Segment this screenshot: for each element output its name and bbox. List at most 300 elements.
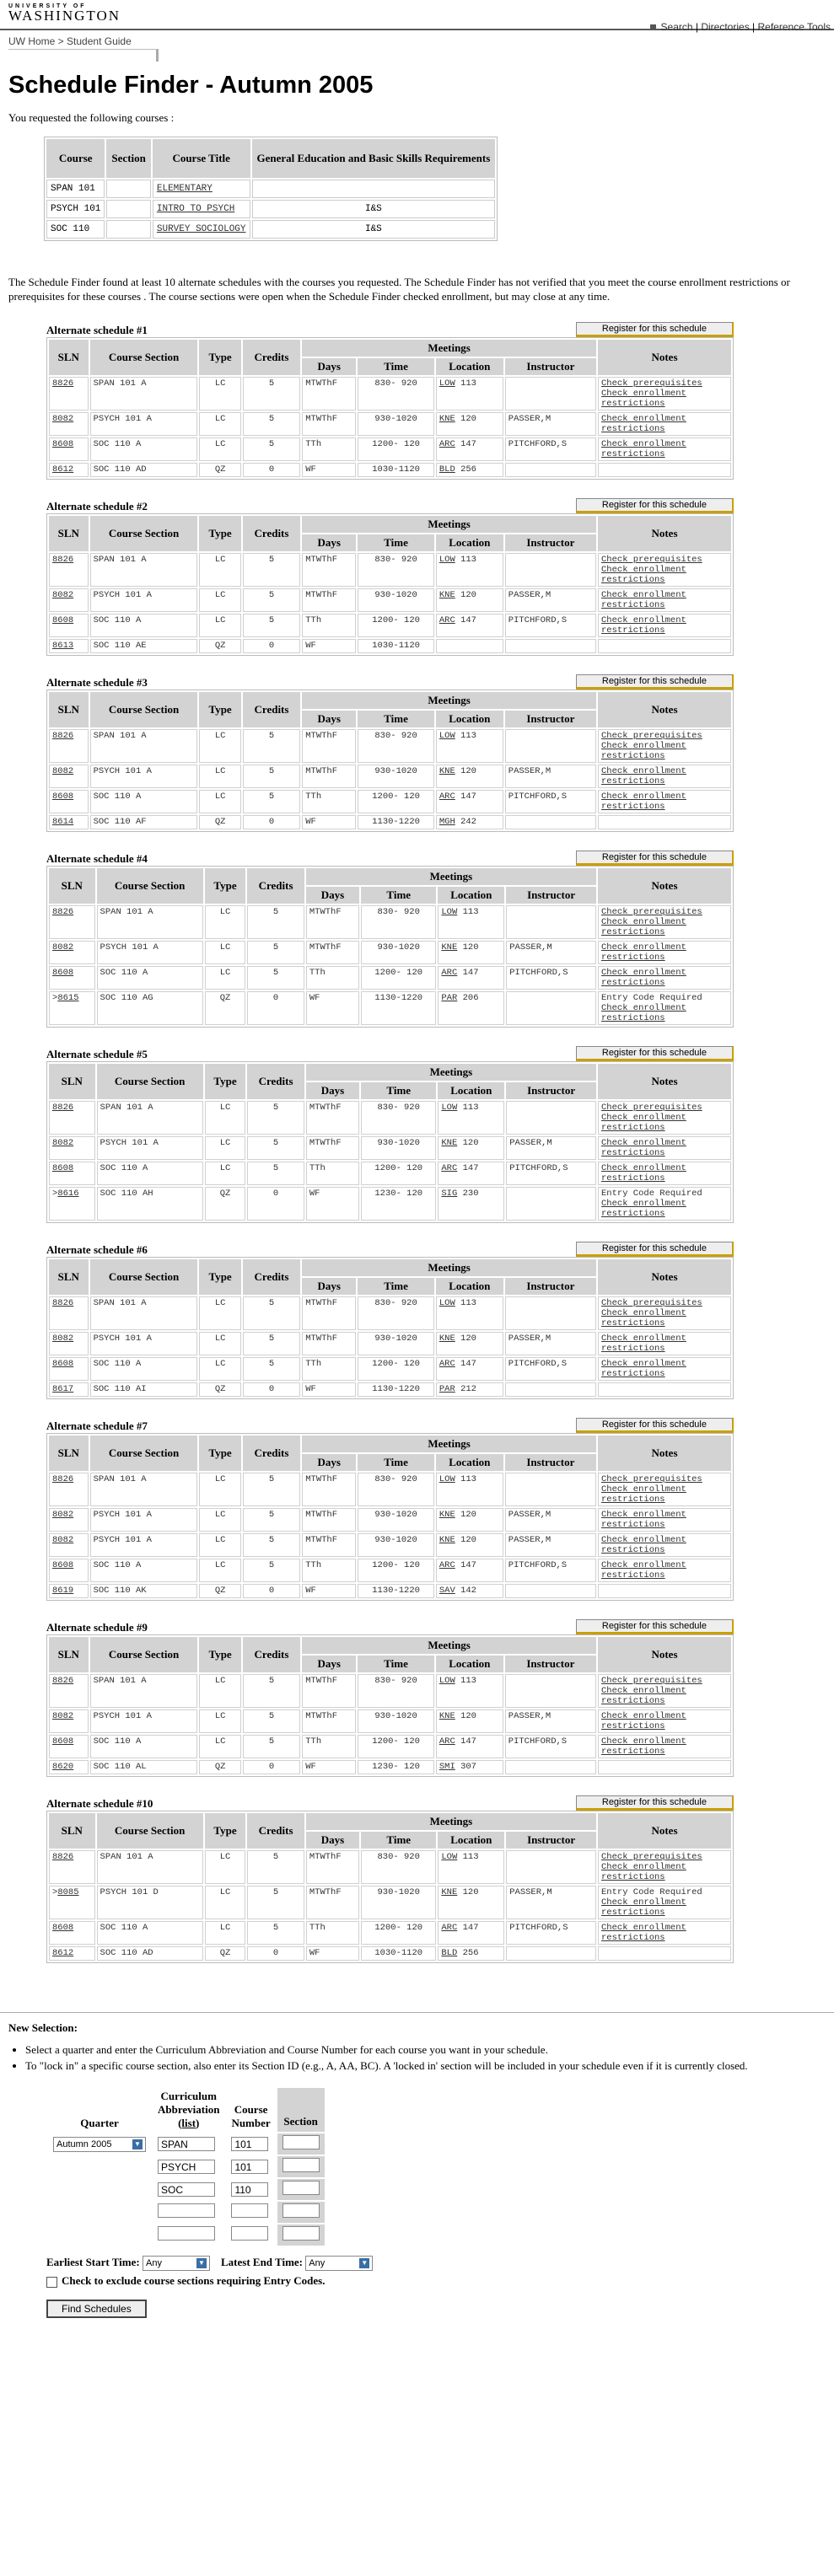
building-link[interactable]: KNE [439, 1334, 455, 1344]
building-link[interactable]: SAV [439, 1586, 455, 1596]
type-cell: LC [199, 1296, 240, 1330]
table-row [49, 815, 731, 829]
notes-cell [598, 815, 731, 829]
time-cell: 930-1020 [358, 1533, 434, 1557]
sln-link[interactable]: 8608 [52, 615, 74, 625]
building-link[interactable]: BLD [439, 464, 455, 475]
room-number: 120 [460, 590, 476, 600]
note-link[interactable]: Check enrollment restrictions [601, 1923, 686, 1943]
building-link[interactable]: ARC [441, 968, 458, 978]
building-link[interactable]: BLD [441, 1948, 458, 1958]
location-cell [438, 1886, 504, 1919]
note-link[interactable]: Check enrollment restrictions [601, 1359, 686, 1379]
sln-link[interactable]: 8826 [52, 1298, 74, 1308]
schedule-header [46, 851, 734, 866]
days-cell: MTWThF [306, 941, 359, 964]
instruction-item: • Select a quarter and enter the Curriculum Abbreviation and Course Number for each course you want in your schedule. [25, 2043, 826, 2057]
col-instructor: Instructor [505, 358, 596, 375]
type-cell: LC [205, 1101, 246, 1135]
latest-end-select[interactable]: Any ▼ [305, 2256, 373, 2271]
note-link[interactable]: Check prerequisites [601, 1298, 702, 1308]
sln-link[interactable]: 8608 [52, 1163, 74, 1173]
note-link[interactable]: Check enrollment restrictions [601, 1560, 686, 1580]
col-days: Days [302, 534, 356, 551]
notes-cell [598, 412, 731, 436]
sln-link[interactable]: 8082 [52, 1510, 74, 1520]
time-cell: 1130-1220 [358, 815, 434, 829]
note-link[interactable]: Check enrollment restrictions [601, 1711, 686, 1731]
room-number: 113 [460, 1676, 476, 1686]
register-schedule-button[interactable]: Register for this schedule [576, 1795, 734, 1811]
course-entry-row [48, 2202, 325, 2223]
note-link[interactable]: Check enrollment restrictions [601, 389, 686, 409]
curriculum-input[interactable]: PSYCH [158, 2160, 215, 2174]
location-cell [436, 1296, 503, 1330]
sln-link[interactable]: 8082 [52, 590, 74, 600]
note-link[interactable]: Check enrollment restrictions [601, 1334, 686, 1354]
sln-link[interactable]: 8826 [52, 1676, 74, 1686]
building-link[interactable]: MGH [439, 817, 455, 827]
building-link[interactable]: LOW [439, 1474, 455, 1484]
section-input[interactable] [282, 2226, 320, 2241]
course-number-cell [226, 2156, 275, 2177]
note-link[interactable]: Check enrollment restrictions [601, 1163, 686, 1183]
time-cell: 1200- 120 [358, 614, 434, 637]
note-link[interactable]: Check enrollment restrictions [601, 968, 686, 988]
time-cell: 830- 920 [358, 553, 434, 587]
room-number: 113 [460, 1474, 476, 1484]
instructor-cell: PASSER,M [505, 588, 596, 612]
building-link[interactable]: KNE [439, 1535, 455, 1545]
sln-link[interactable]: 8608 [52, 1923, 74, 1933]
table-row [49, 1473, 731, 1506]
register-schedule-button[interactable]: Register for this schedule [576, 498, 734, 513]
sln-link[interactable]: 8826 [52, 1103, 74, 1113]
building-link[interactable]: KNE [441, 1887, 458, 1897]
credits-cell: 5 [247, 1101, 304, 1135]
note-link[interactable]: Check enrollment restrictions [601, 917, 686, 937]
col-credits: Credits [243, 1436, 300, 1471]
breadcrumb-student-guide[interactable]: Student Guide [67, 35, 132, 47]
notes-cell [598, 1473, 731, 1506]
note-link[interactable]: Check enrollment restrictions [601, 1308, 686, 1328]
days-cell: MTWThF [302, 765, 356, 788]
section-cell [277, 2202, 325, 2223]
building-link[interactable]: ARC [439, 1736, 455, 1747]
note-link[interactable]: Check prerequisites [601, 1474, 702, 1484]
sln-link[interactable]: 8082 [52, 1334, 74, 1344]
course-section: SPAN 101 A [90, 1674, 198, 1708]
time-cell: 930-1020 [358, 1508, 434, 1532]
credits-cell: 0 [247, 1946, 304, 1961]
sln-link[interactable]: 8620 [52, 1762, 74, 1772]
note-link[interactable]: Check prerequisites [601, 907, 702, 917]
type-cell: LC [205, 905, 246, 939]
course-number-input[interactable] [231, 2226, 268, 2241]
sln-cell [49, 1533, 89, 1557]
sln-cell [49, 553, 89, 587]
notes-cell [598, 729, 731, 763]
note-link[interactable]: Check enrollment restrictions [601, 1138, 686, 1158]
schedule-name: Alternate schedule #9 [46, 1621, 148, 1634]
note-link[interactable]: Check prerequisites [601, 731, 702, 741]
col-meetings: Meetings [306, 868, 596, 885]
building-link[interactable]: LOW [441, 907, 458, 917]
credits-cell: 5 [243, 1332, 300, 1355]
exclude-entry-codes-checkbox[interactable] [46, 2277, 57, 2288]
building-link[interactable]: PAR [439, 1384, 455, 1394]
building-link[interactable]: KNE [439, 590, 455, 600]
building-link[interactable]: LOW [441, 1103, 458, 1113]
request-title-cell [153, 200, 250, 218]
instructor-cell: PITCHFORD,S [505, 614, 596, 637]
sln-cell [49, 463, 89, 477]
time-cell: 1200- 120 [361, 966, 436, 990]
note-link[interactable]: Check enrollment restrictions [601, 565, 686, 585]
reference-tools-link[interactable]: Reference Tools [757, 21, 831, 33]
sln-link[interactable]: 8608 [52, 439, 74, 449]
sln-link[interactable]: 8617 [52, 1384, 74, 1394]
note-link[interactable]: Check enrollment restrictions [601, 1736, 686, 1757]
note-link[interactable]: Check prerequisites [601, 378, 702, 389]
instructor-cell: PITCHFORD,S [506, 1921, 596, 1945]
sln-cell [49, 639, 89, 653]
request-header: Section [106, 139, 150, 178]
room-number: 142 [460, 1586, 476, 1596]
note-link[interactable]: Check enrollment restrictions [601, 1510, 686, 1530]
sln-link[interactable]: 8826 [52, 555, 74, 565]
room-number: 113 [460, 378, 476, 389]
section-input[interactable] [282, 2158, 320, 2172]
notes-cell [598, 1850, 731, 1884]
schedule-header [46, 674, 734, 690]
credits-cell: 5 [243, 553, 300, 587]
register-schedule-button[interactable]: Register for this schedule [576, 322, 734, 337]
table-row [49, 729, 731, 763]
instructor-cell [506, 1946, 596, 1961]
course-entry-table [46, 2086, 326, 2247]
course-number-input[interactable]: 101 [231, 2160, 268, 2174]
curriculum-label: Curriculum Abbreviation (list) [158, 2090, 220, 2129]
building-link[interactable]: ARC [439, 792, 455, 802]
sln-link[interactable]: 8082 [52, 1535, 74, 1545]
note-link[interactable]: Check enrollment restrictions [601, 1862, 686, 1882]
request-row [46, 180, 495, 198]
sln-link[interactable]: 8082 [52, 942, 74, 953]
course-number-input[interactable] [231, 2203, 268, 2218]
building-link[interactable]: LOW [439, 1676, 455, 1686]
section-input[interactable] [282, 2203, 320, 2218]
col-days: Days [302, 358, 356, 375]
instructor-cell [506, 1101, 596, 1135]
building-link[interactable]: LOW [439, 378, 455, 389]
note-link[interactable]: Check enrollment restrictions [601, 615, 686, 636]
note-link[interactable]: Check enrollment restrictions [601, 590, 686, 610]
sln-link[interactable]: 8608 [52, 1736, 74, 1747]
sln-cell [49, 412, 89, 436]
building-link[interactable]: LOW [441, 1852, 458, 1862]
credits-cell: 5 [243, 790, 300, 813]
col-location: Location [438, 1832, 504, 1849]
sln-link[interactable]: 8826 [52, 378, 74, 389]
building-link[interactable]: LOW [439, 1298, 455, 1308]
building-link[interactable]: KNE [439, 766, 455, 776]
instructor-cell: PASSER,M [505, 1533, 596, 1557]
sln-link[interactable]: 8608 [52, 1359, 74, 1369]
building-link[interactable]: ARC [439, 1560, 455, 1570]
credits-cell: 0 [247, 991, 304, 1025]
building-link[interactable]: SIG [441, 1189, 458, 1199]
location-cell [438, 1921, 504, 1945]
quarter-select[interactable] [53, 2137, 146, 2152]
table-row [49, 790, 731, 813]
building-link[interactable]: SMI [439, 1762, 455, 1772]
col-course: Course Section [90, 1436, 198, 1471]
curriculum-input[interactable]: SOC [158, 2182, 215, 2197]
breadcrumb [0, 30, 834, 62]
table-row [49, 1946, 731, 1961]
schedule-name: Alternate schedule #2 [46, 500, 148, 513]
note-link[interactable]: Check enrollment restrictions [601, 1686, 686, 1706]
sln-cell [49, 1709, 89, 1733]
entry-code-note: Entry Code Required [601, 993, 702, 1003]
course-section: SOC 110 A [90, 437, 198, 461]
quarter-cell [48, 2224, 151, 2246]
col-meetings: Meetings [302, 692, 596, 709]
sln-link[interactable]: 8612 [52, 1948, 74, 1958]
register-schedule-button[interactable]: Register for this schedule [576, 851, 734, 866]
instructor-cell: PITCHFORD,S [506, 966, 596, 990]
course-number-input[interactable]: 110 [231, 2182, 268, 2197]
note-link[interactable]: Check enrollment restrictions [601, 1113, 686, 1133]
type-cell: LC [199, 790, 240, 813]
note-link[interactable]: Check enrollment restrictions [601, 1199, 686, 1219]
location-cell [438, 905, 504, 939]
sln-cell [49, 790, 89, 813]
time-cell: 930-1020 [361, 1886, 436, 1919]
days-cell: MTWThF [302, 1709, 356, 1733]
course-section: PSYCH 101 A [90, 1508, 198, 1532]
note-link[interactable]: Check prerequisites [601, 555, 702, 565]
uw-logo[interactable] [8, 3, 121, 23]
sln-cell [49, 437, 89, 461]
building-link[interactable]: PAR [441, 993, 458, 1003]
register-schedule-button[interactable]: Register for this schedule [576, 674, 734, 690]
breadcrumb-divider [8, 49, 159, 62]
col-type: Type [199, 1637, 240, 1672]
curriculum-input[interactable] [158, 2203, 215, 2218]
type-cell: LC [205, 1886, 246, 1919]
section-input[interactable] [282, 2135, 320, 2149]
building-link[interactable]: KNE [439, 1711, 455, 1721]
table-row [49, 1332, 731, 1355]
notes-cell [598, 941, 731, 964]
schedule-name: Alternate schedule #4 [46, 852, 148, 865]
course-section: SOC 110 AE [90, 639, 198, 653]
note-link[interactable]: Check enrollment restrictions [601, 942, 686, 963]
schedule-table [46, 1433, 734, 1601]
location-cell [436, 1357, 503, 1381]
room-number: 242 [460, 817, 476, 827]
find-schedules-button[interactable]: Find Schedules [46, 2300, 147, 2318]
col-sln: SLN [49, 340, 89, 375]
location-cell [436, 1382, 503, 1397]
notes-cell [598, 588, 731, 612]
instructor-cell [505, 1674, 596, 1708]
type-cell: LC [199, 553, 240, 587]
sln-cell [49, 377, 89, 411]
building-link[interactable]: KNE [439, 1510, 455, 1520]
days-cell: MTWThF [306, 1850, 359, 1884]
sln-link[interactable]: 8613 [52, 641, 74, 651]
course-section: SOC 110 AD [90, 463, 198, 477]
time-cell: 1200- 120 [358, 1735, 434, 1758]
col-days: Days [302, 1656, 356, 1672]
sln-link[interactable]: 8619 [52, 1586, 74, 1596]
sln-link[interactable]: 8608 [52, 1560, 74, 1570]
curriculum-input[interactable]: SPAN [158, 2137, 215, 2151]
col-days: Days [302, 711, 356, 727]
breadcrumb-home[interactable]: UW Home [8, 35, 56, 47]
sln-link[interactable]: 8826 [52, 1474, 74, 1484]
sln-link[interactable]: 8082 [52, 1138, 74, 1148]
course-number-input[interactable]: 101 [231, 2137, 268, 2151]
notes-cell [598, 1760, 731, 1774]
quarter-cell [48, 2156, 151, 2177]
search-link[interactable]: Search [660, 21, 693, 33]
building-link[interactable]: KNE [441, 1138, 458, 1148]
col-sln: SLN [49, 868, 95, 904]
sln-cell [49, 1332, 89, 1355]
building-link[interactable]: ARC [439, 615, 455, 625]
sln-link[interactable]: 8616 [57, 1189, 79, 1199]
note-link[interactable]: Check prerequisites [601, 1852, 702, 1862]
curriculum-list-link[interactable]: list [181, 2117, 196, 2129]
latest-end-label: Latest End Time: [220, 2256, 304, 2268]
curriculum-input[interactable] [158, 2226, 215, 2241]
table-row [49, 614, 731, 637]
course-title-link[interactable]: SURVEY SOCIOLOGY [156, 224, 246, 234]
request-section [106, 200, 150, 218]
register-schedule-button[interactable]: Register for this schedule [576, 1418, 734, 1433]
building-link[interactable]: ARC [439, 439, 455, 449]
alternate-schedule [46, 674, 734, 832]
sln-link[interactable]: 8082 [52, 1711, 74, 1721]
days-cell: MTWThF [306, 1886, 359, 1919]
course-title-link[interactable]: ELEMENTARY [156, 184, 213, 194]
days-cell: TTh [306, 966, 359, 990]
building-link[interactable]: ARC [441, 1923, 458, 1933]
alternate-schedule [46, 1046, 734, 1223]
days-cell: TTh [302, 1559, 356, 1582]
note-link[interactable]: Check enrollment restrictions [601, 1897, 686, 1918]
schedule-header [46, 1046, 734, 1061]
register-schedule-button[interactable]: Register for this schedule [576, 1242, 734, 1257]
type-cell: QZ [199, 463, 240, 477]
credits-cell: 5 [243, 1533, 300, 1557]
sln-link[interactable]: 8082 [52, 414, 74, 424]
sln-link[interactable]: 8608 [52, 792, 74, 802]
sln-link[interactable]: 8826 [52, 1852, 74, 1862]
sln-link[interactable]: 8615 [57, 993, 79, 1003]
register-schedule-button[interactable]: Register for this schedule [576, 1619, 734, 1634]
building-link[interactable]: KNE [441, 942, 458, 953]
time-cell: 830- 920 [361, 1101, 436, 1135]
sln-link[interactable]: 8612 [52, 464, 74, 475]
credits-cell: 5 [247, 1850, 304, 1884]
building-link[interactable]: ARC [439, 1359, 455, 1369]
note-link[interactable]: Check enrollment restrictions [601, 792, 686, 812]
col-time: Time [358, 534, 434, 551]
location-cell [436, 588, 503, 612]
location-cell [436, 765, 503, 788]
location-cell [436, 639, 503, 653]
note-link[interactable]: Check enrollment restrictions [601, 414, 686, 434]
course-section: PSYCH 101 A [90, 765, 198, 788]
note-link[interactable]: Check enrollment restrictions [601, 766, 686, 786]
sln-link[interactable]: 8085 [57, 1887, 79, 1897]
sln-link[interactable]: 8082 [52, 766, 74, 776]
building-link[interactable]: KNE [439, 414, 455, 424]
location-cell [436, 1559, 503, 1582]
note-link[interactable]: Check prerequisites [601, 1676, 702, 1686]
col-course: Course Section [90, 1259, 198, 1295]
col-type: Type [205, 868, 246, 904]
sln-link[interactable]: 8826 [52, 731, 74, 741]
schedule-header [46, 1619, 734, 1634]
col-type: Type [205, 1813, 246, 1849]
sln-cell [49, 1559, 89, 1582]
time-cell: 1130-1220 [358, 1584, 434, 1598]
note-link[interactable]: Check enrollment restrictions [601, 439, 686, 459]
section-input[interactable] [282, 2181, 320, 2195]
type-cell: LC [199, 1533, 240, 1557]
col-time: Time [358, 1656, 434, 1672]
col-meetings: Meetings [302, 1637, 596, 1654]
course-title-link[interactable]: INTRO TO PSYCH [156, 204, 235, 214]
note-link[interactable]: Check enrollment restrictions [601, 1003, 686, 1023]
table-row [49, 1921, 731, 1945]
note-link[interactable]: Check prerequisites [601, 1103, 702, 1113]
sln-link[interactable]: 8614 [52, 817, 74, 827]
square-icon [650, 24, 656, 30]
earliest-start-select[interactable]: Any ▼ [143, 2256, 210, 2271]
note-link[interactable]: Check enrollment restrictions [601, 741, 686, 761]
note-link[interactable]: Check enrollment restrictions [601, 1484, 686, 1505]
course-section: SOC 110 AD [97, 1946, 203, 1961]
room-number: 120 [462, 942, 479, 953]
building-link[interactable]: LOW [439, 731, 455, 741]
alternate-schedule [46, 1619, 734, 1777]
building-link[interactable]: ARC [441, 1163, 458, 1173]
table-row [49, 412, 731, 436]
note-link[interactable]: Check enrollment restrictions [601, 1535, 686, 1555]
col-location: Location [436, 1278, 503, 1295]
time-cell: 830- 920 [358, 1674, 434, 1708]
directories-link[interactable]: Directories [701, 21, 750, 33]
sln-link[interactable]: 8608 [52, 968, 74, 978]
instructor-cell [505, 639, 596, 653]
col-instructor: Instructor [505, 1454, 596, 1471]
register-schedule-button[interactable]: Register for this schedule [576, 1046, 734, 1061]
building-link[interactable]: LOW [439, 555, 455, 565]
days-cell: MTWThF [302, 1533, 356, 1557]
sln-link[interactable]: 8826 [52, 907, 74, 917]
schedule-name: Alternate schedule #7 [46, 1419, 148, 1432]
type-cell: QZ [205, 991, 246, 1025]
instructor-cell [505, 1584, 596, 1598]
alternate-schedule [46, 322, 734, 480]
